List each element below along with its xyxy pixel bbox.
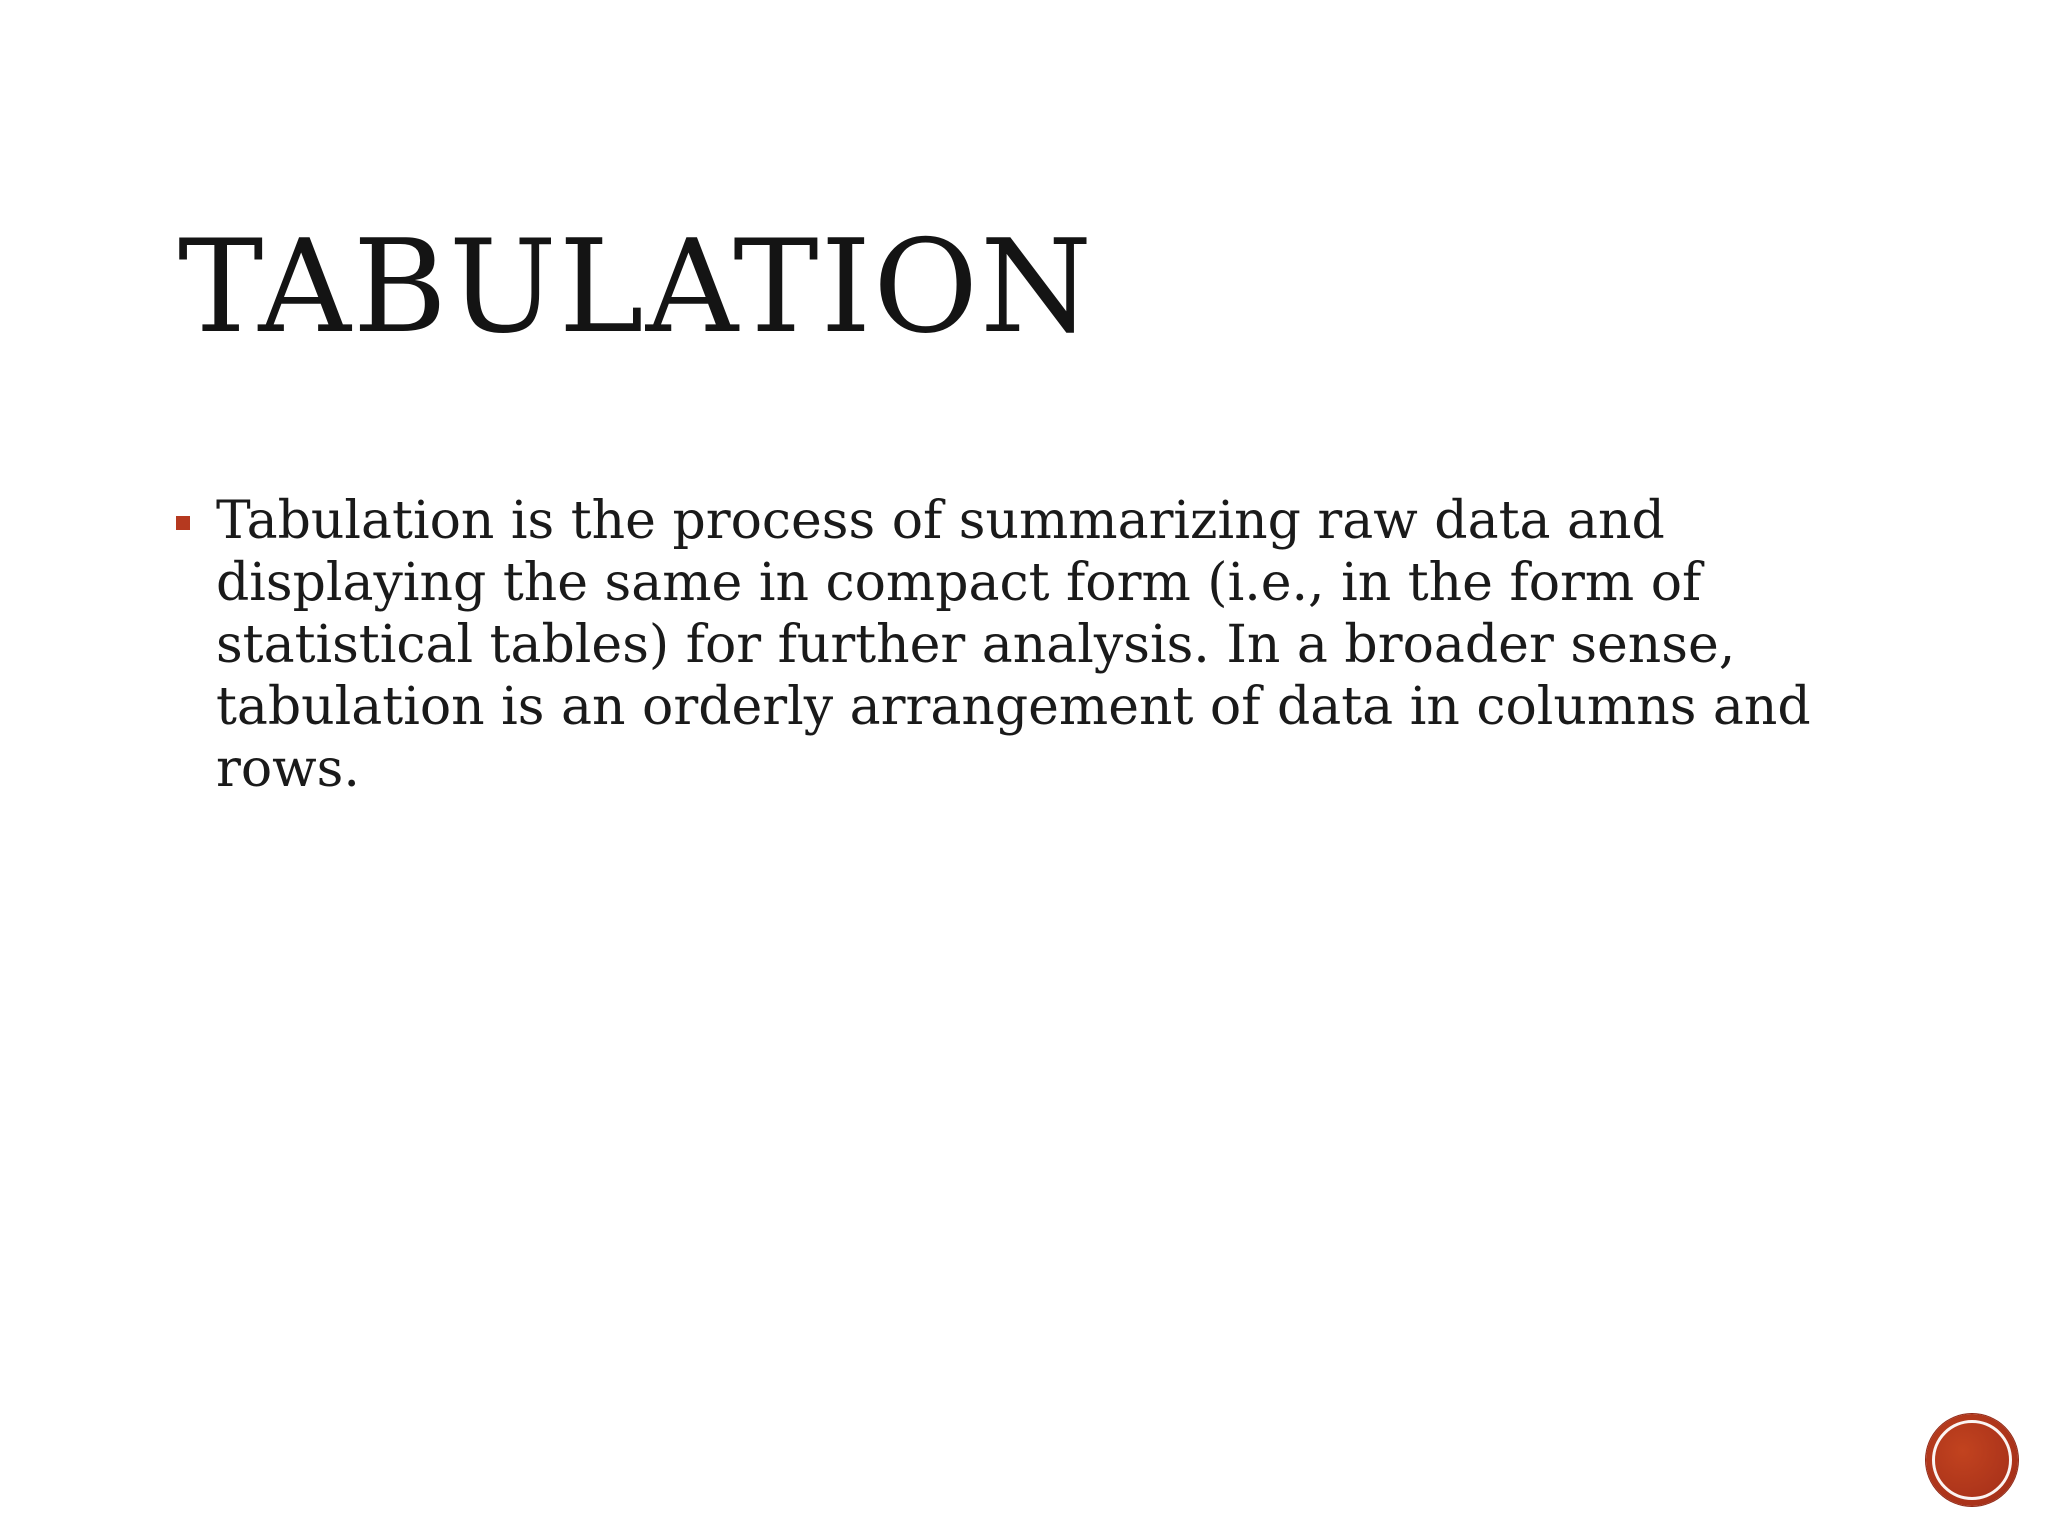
square-bullet-icon bbox=[176, 516, 190, 530]
slide-content bbox=[176, 490, 1876, 800]
slide-title: TABULATION bbox=[178, 213, 1095, 362]
slide-badge-ring bbox=[1932, 1420, 2012, 1500]
bullet-text: Tabulation is the process of summarizing raw data and displaying the same in compact form (i.e., in the form of statistical tables) for further analysis. In a broader sense, tabulation is an orderly arrangement of data in columns and rows. bbox=[216, 491, 1811, 799]
bullet-item bbox=[176, 490, 1876, 800]
slide-badge-icon bbox=[1926, 1414, 2018, 1506]
